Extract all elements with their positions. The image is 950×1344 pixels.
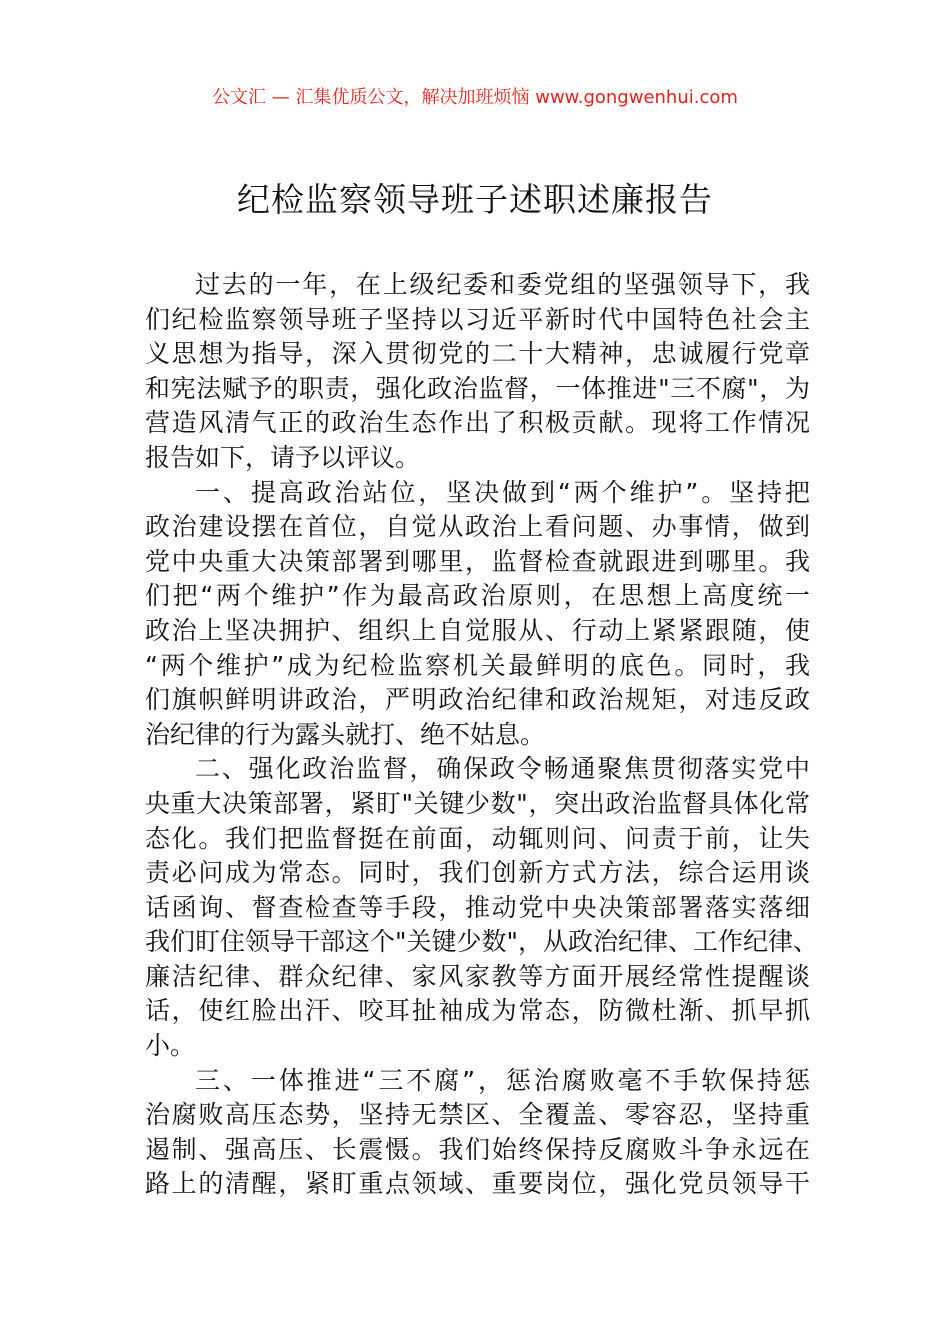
body-line: “两个维护”成为纪检监察机关最鲜明的底色。同时，我 bbox=[145, 650, 810, 680]
body-line: 小。 bbox=[145, 1031, 196, 1061]
body-line: 报告如下，请予以评议。 bbox=[145, 442, 421, 472]
body-line: 们纪检监察领导班子坚持以习近平新时代中国特色社会主 bbox=[145, 304, 810, 334]
body-line: 路上的清醒，紧盯重点领域、重要岗位，强化党员领导干 bbox=[145, 1169, 810, 1199]
body-line: 和宪法赋予的职责，强化政治监督，一体推进"三不腐"，为 bbox=[145, 373, 810, 403]
body-line: 二、强化政治监督，确保政令畅通聚焦贯彻落实党中 bbox=[195, 754, 810, 784]
document-title: 纪检监察领导班子述职述廉报告 bbox=[237, 180, 713, 219]
body-line: 政治上坚决拥护、组织上自觉服从、行动上紧紧跟随，使 bbox=[145, 615, 810, 645]
document-body bbox=[145, 268, 819, 1202]
body-line: 治纪律的行为露头就打、绝不姑息。 bbox=[145, 719, 546, 749]
body-line: 党中央重大决策部署到哪里，监督检查就跟进到哪里。我 bbox=[145, 546, 810, 576]
body-line: 三、一体推进“三不腐”，惩治腐败毫不手软保持惩 bbox=[195, 1065, 810, 1095]
body-line: 营造风清气正的政治生态作出了积极贡献。现将工作情况 bbox=[145, 408, 810, 438]
body-line: 们把“两个维护”作为最高政治原则，在思想上高度统一 bbox=[145, 581, 810, 611]
site-header-banner[interactable]: 公文汇 — 汇集优质公文，解决加班烦恼 www.gongwenhui.com bbox=[212, 87, 738, 108]
body-line: 政治建设摆在首位，自觉从政治上看问题、办事情，做到 bbox=[145, 512, 810, 542]
body-line: 过去的一年，在上级纪委和委党组的坚强领导下，我 bbox=[195, 270, 810, 299]
body-line: 央重大决策部署，紧盯"关键少数"，突出政治监督具体化常 bbox=[145, 788, 810, 818]
body-line: 态化。我们把监督挺在前面，动辄则问、问责于前，让失 bbox=[145, 823, 810, 853]
body-line: 话，使红脸出汗、咬耳扯袖成为常态，防微杜渐、抓早抓 bbox=[145, 996, 810, 1026]
body-line: 一、提高政治站位，坚决做到“两个维护”。坚持把 bbox=[195, 477, 810, 507]
body-line: 们旗帜鲜明讲政治，严明政治纪律和政治规矩，对违反政 bbox=[145, 685, 810, 715]
body-line: 廉洁纪律、群众纪律、家风家教等方面开展经常性提醒谈 bbox=[145, 961, 810, 991]
body-line: 责必问成为常态。同时，我们创新方式方法，综合运用谈 bbox=[145, 858, 810, 888]
body-line: 我们盯住领导干部这个"关键少数"，从政治纪律、工作纪律、 bbox=[145, 927, 819, 957]
body-line: 治腐败高压态势，坚持无禁区、全覆盖、零容忍，坚持重 bbox=[145, 1100, 810, 1130]
body-line: 话函询、督查检查等手段，推动党中央决策部署落实落细 bbox=[145, 892, 810, 922]
body-line: 义思想为指导，深入贯彻党的二十大精神，忠诚履行党章 bbox=[145, 339, 810, 369]
body-line: 遏制、强高压、长震慑。我们始终保持反腐败斗争永远在 bbox=[145, 1134, 810, 1164]
